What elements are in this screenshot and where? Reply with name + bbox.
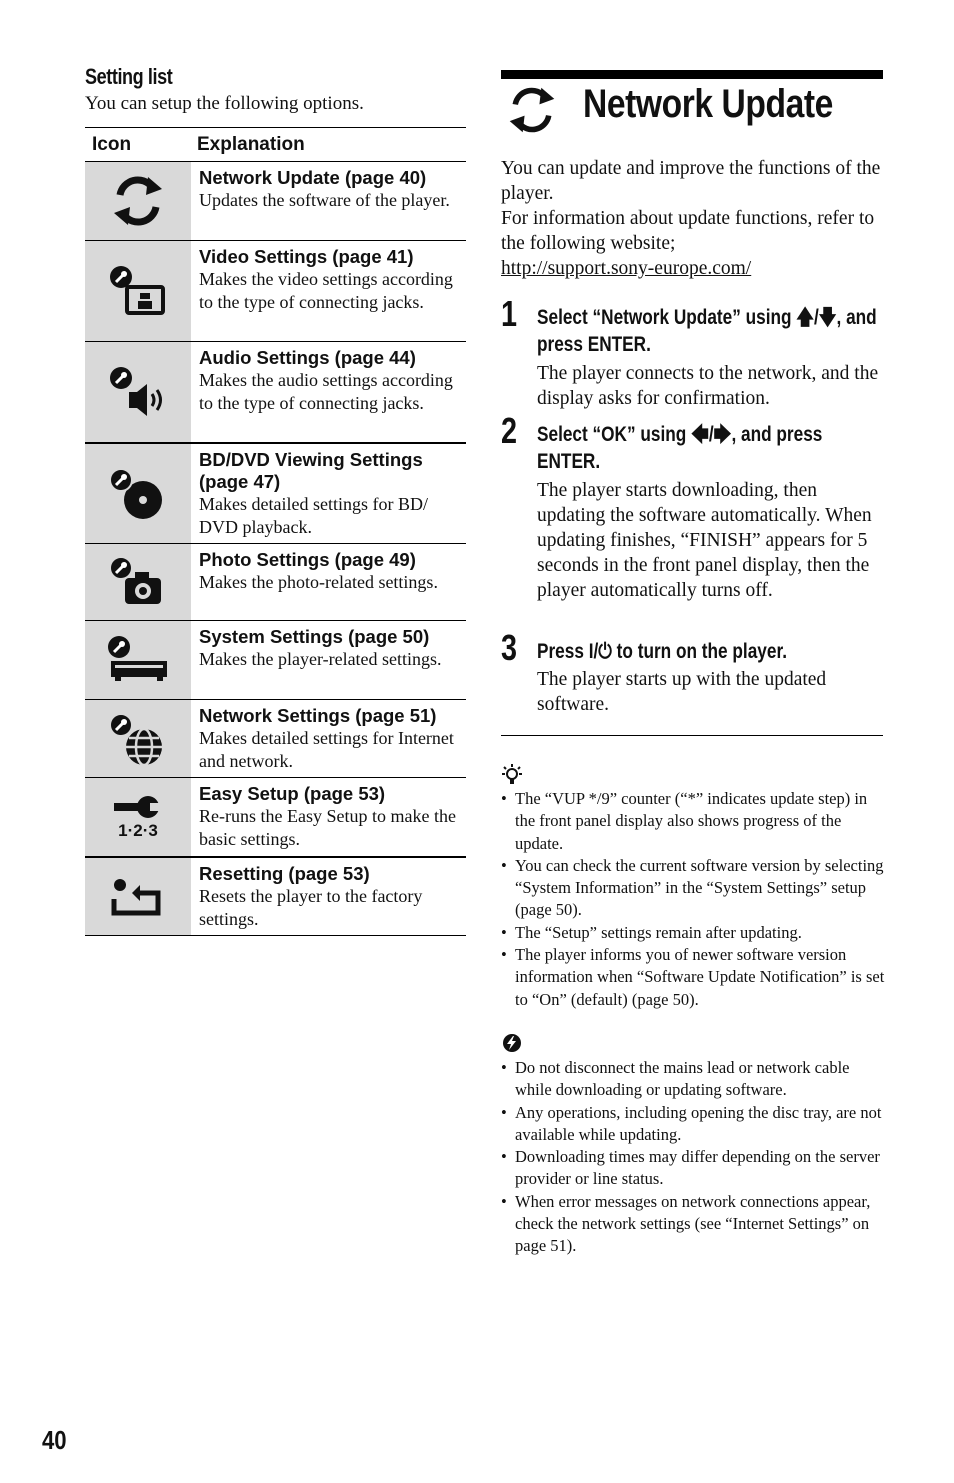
table-row <box>85 857 466 936</box>
table-row <box>85 342 466 443</box>
row-title: System Settings (page 50) <box>199 626 430 647</box>
row-title: Network Settings (page 51) <box>199 705 437 726</box>
step-heading-text: Select “OK” using <box>537 423 692 446</box>
step-heading <box>537 421 881 475</box>
network-update-icon <box>503 84 561 141</box>
arrow-right-icon: 🡆 <box>713 423 732 446</box>
bd-dvd-settings-icon <box>85 444 191 543</box>
row-desc: Makes detailed settings for BD/ DVD playback. <box>199 494 428 537</box>
power-icon: I/⏻ <box>588 640 612 663</box>
step-number: 2 <box>501 410 518 451</box>
table-row <box>85 700 466 778</box>
row-desc: Makes the video settings according to the type of connecting jacks. <box>199 269 453 312</box>
settings-table <box>85 127 466 936</box>
row-title: Audio Settings (page 44) <box>199 347 416 368</box>
easy-setup-icon <box>85 778 191 856</box>
step-body: The player starts downloading, then updating the software automatically. When updating finishes, “FINISH” appears for 5 seconds in the front panel display, then the player automatically turns off. <box>537 480 872 601</box>
list-item: • The “VUP */9” counter (“*” indicates update step) in the front panel display also shows progress of the update. <box>501 788 886 855</box>
arrow-up-icon: 🡅 <box>796 306 815 329</box>
video-settings-icon <box>85 241 191 341</box>
table-row <box>85 162 466 241</box>
step-number: 1 <box>501 293 518 334</box>
row-title: Photo Settings (page 49) <box>199 549 416 570</box>
table-row <box>85 241 466 342</box>
row-desc: Makes the photo-related settings. <box>199 572 438 592</box>
step-number: 3 <box>501 627 518 668</box>
hints-list <box>501 788 886 1011</box>
step-heading-text: Select “Network Update” using <box>537 306 797 329</box>
system-settings-icon <box>85 621 191 699</box>
row-title: Network Update (page 40) <box>199 167 427 188</box>
setting-list-intro: You can setup the following options. <box>85 93 364 114</box>
list-item: • When error messages on network connections appear, check the network settings (see “Internet Settings” on page 51). <box>501 1191 886 1258</box>
row-desc: Makes the audio settings according to the type of connecting jacks. <box>199 370 453 413</box>
easy-setup-icon-label: 1·2·3 <box>118 821 158 840</box>
table-row <box>85 544 466 621</box>
row-desc: Makes detailed settings for Internet and network. <box>199 728 454 771</box>
list-item: • You can check the current software version by selecting “System Information” in the “System Settings” setup (page 50). <box>501 855 886 922</box>
table-row <box>85 621 466 700</box>
note-icon <box>502 1033 522 1058</box>
table-header <box>85 127 466 162</box>
resetting-icon <box>85 858 191 935</box>
audio-settings-icon <box>85 342 191 442</box>
step-heading-text: to turn on the player. <box>611 640 787 663</box>
step-heading-text: , and press ENTER. <box>537 423 823 473</box>
setting-list-heading: Setting list <box>85 64 173 89</box>
arrow-down-icon: 🡇 <box>818 306 837 329</box>
step-heading-text: / <box>814 306 819 329</box>
page-title: Network Update <box>583 82 833 126</box>
network-update-icon <box>85 162 191 240</box>
list-item: • Any operations, including opening the disc tray, are not available while updating. <box>501 1102 886 1147</box>
list-item: • The “Setup” settings remain after updating. <box>501 922 886 944</box>
table-row <box>85 778 466 857</box>
title-bar <box>501 70 883 79</box>
step-heading <box>537 304 881 358</box>
step-heading-text: , and press ENTER. <box>537 306 877 356</box>
list-item: • The player informs you of newer software version information when “Software Update Notification” is set to “On” (default) (page 50). <box>501 944 886 1011</box>
row-desc: Updates the software of the player. <box>199 190 450 210</box>
step-body: The player connects to the network, and the display asks for confirmation. <box>537 363 879 409</box>
row-desc: Makes the player-related settings. <box>199 649 442 669</box>
photo-settings-icon <box>85 544 191 620</box>
intro-text <box>501 156 886 281</box>
row-title: Easy Setup (page 53) <box>199 783 386 804</box>
row-title: BD/DVD Viewing Settings (page 47) <box>199 449 423 492</box>
header-icon: Icon <box>92 133 132 155</box>
network-settings-icon <box>85 700 191 777</box>
intro-paragraph-2: For information about update functions, refer to the following website; <box>501 208 875 254</box>
header-explanation: Explanation <box>197 133 305 155</box>
arrow-left-icon: 🡄 <box>691 423 709 446</box>
row-title: Resetting (page 53) <box>199 863 370 884</box>
divider <box>501 735 883 736</box>
step-heading-text: Press <box>537 640 589 663</box>
step-heading-text: / <box>708 423 714 446</box>
row-title: Video Settings (page 41) <box>199 246 414 267</box>
page-number: 40 <box>42 1425 67 1455</box>
list-item: • Do not disconnect the mains lead or network cable while downloading or updating software. <box>501 1057 886 1102</box>
step-body: The player starts up with the updated software. <box>537 669 827 715</box>
row-desc: Resets the player to the factory settings. <box>199 886 423 929</box>
hint-icon <box>502 764 522 791</box>
intro-paragraph-1: You can update and improve the functions of the player. <box>501 158 881 204</box>
notes-list <box>501 1057 886 1258</box>
list-item: • Downloading times may differ depending on the server provider or line status. <box>501 1146 886 1191</box>
table-row <box>85 443 466 544</box>
support-link[interactable]: http://support.sony-europe.com/ <box>501 258 752 279</box>
row-desc: Re-runs the Easy Setup to make the basic settings. <box>199 806 456 849</box>
step-heading <box>537 638 881 665</box>
